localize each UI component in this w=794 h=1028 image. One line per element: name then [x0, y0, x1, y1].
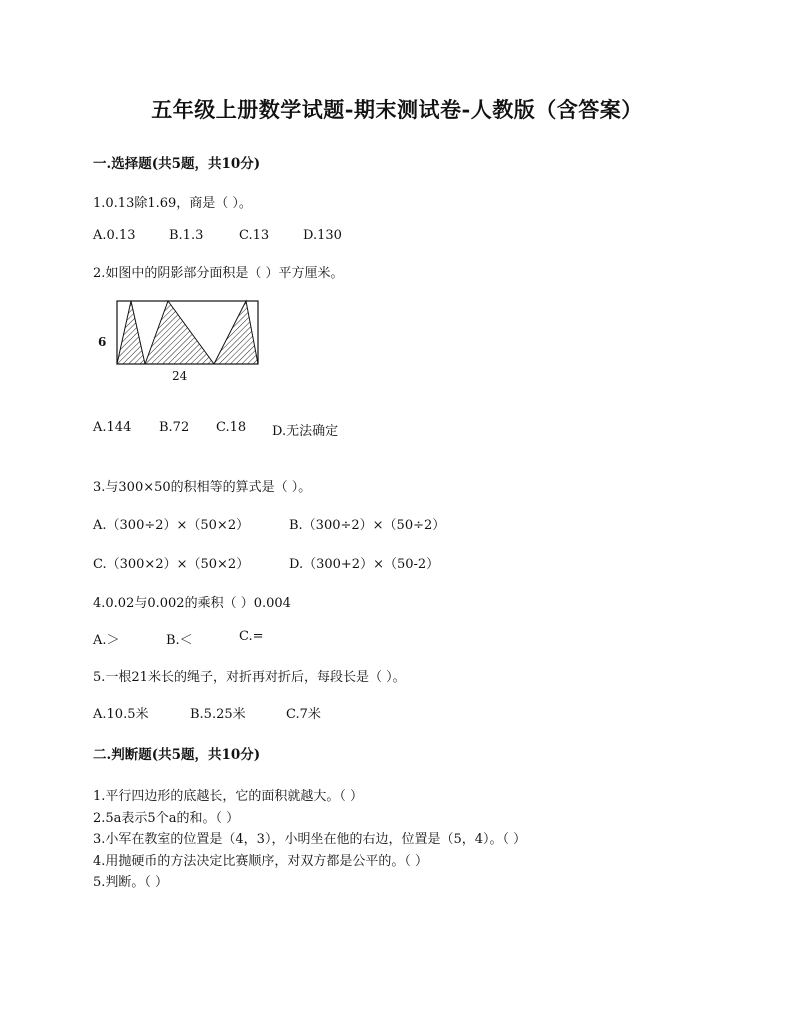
judgment-item-5: 5.判断。（ ） [93, 875, 169, 890]
question-5-text: 5.一根21米长的绳子，对折再对折后，每段长是（ ）。 [93, 670, 406, 685]
document-title: 五年级上册数学试题-期末测试卷-人教版（含答案） [151, 97, 643, 122]
q3-option-b: B.（300÷2）×（50÷2） [289, 518, 446, 533]
question-1-text: 1.0.13除1.69，商是（ ）。 [93, 196, 252, 211]
judgment-item-2: 2.5a表示5个a的和。（ ） [93, 811, 240, 826]
q3-option-a: A.（300÷2）×（50×2） [93, 518, 250, 533]
q2-option-c: C.18 [216, 420, 247, 435]
q4-option-a: A.＞ [93, 633, 120, 648]
q2-option-a: A.144 [93, 420, 132, 435]
question-3-text: 3.与300×50的积相等的算式是（ ）。 [93, 480, 312, 495]
section-heading-choice: 一.选择题(共5题，共10分) [93, 156, 261, 172]
question-2-text: 2.如图中的阴影部分面积是（ ）平方厘米。 [93, 266, 344, 281]
section-heading-judgment: 二.判断题(共5题，共10分) [93, 747, 261, 763]
figure-width-label: 24 [172, 369, 188, 383]
q2-option-d: D.无法确定 [272, 424, 339, 439]
judgment-item-3: 3.小军在教室的位置是（4，3），小明坐在他的右边，位置是（5，4）。（ ） [93, 832, 527, 847]
q5-option-c: C.7米 [286, 707, 321, 722]
q1-option-d: D.130 [303, 228, 342, 243]
question-4-text: 4.0.02与0.002的乘积（ ）0.004 [93, 596, 291, 611]
q4-option-b: B.＜ [166, 633, 193, 648]
q4-option-c: C.= [239, 629, 264, 644]
q1-option-b: B.1.3 [169, 228, 204, 243]
q5-option-a: A.10.5米 [93, 707, 149, 722]
q1-option-c: C.13 [239, 228, 270, 243]
figure-height-label: 6 [98, 335, 107, 349]
q1-option-a: A.0.13 [93, 228, 136, 243]
q2-option-b: B.72 [159, 420, 190, 435]
q5-option-b: B.5.25米 [190, 707, 246, 722]
judgment-item-1: 1.平行四边形的底越长，它的面积就越大。（ ） [93, 789, 364, 804]
q3-option-c: C.（300×2）×（50×2） [93, 557, 250, 572]
q3-option-d: D.（300+2）×（50-2） [289, 557, 440, 572]
shaded-triangles-figure [115, 298, 261, 368]
judgment-item-4: 4.用抛硬币的方法决定比赛顺序，对双方都是公平的。（ ） [93, 854, 429, 869]
